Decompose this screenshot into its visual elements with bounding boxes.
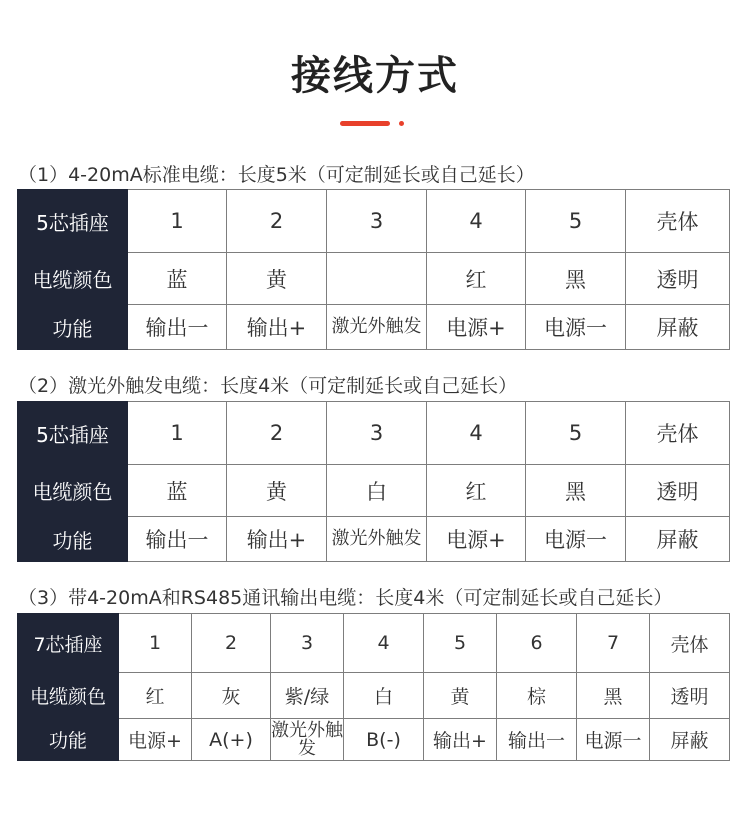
- table-row: [18, 305, 730, 350]
- table-cell: 输出+: [227, 305, 327, 350]
- table-cell: 壳体: [626, 402, 730, 465]
- section-3-title: （3）带4-20mA和RS485通讯输出电缆：长度4米（可定制延长或自己延长）: [18, 587, 673, 609]
- section-2-title: （2）激光外触发电缆：长度4米（可定制延长或自己延长）: [18, 375, 518, 397]
- row-label-color: 电缆颜色: [18, 673, 119, 719]
- wiring-table-3: [17, 613, 730, 761]
- table-cell: 1: [128, 402, 227, 465]
- title-accent-dot: [399, 121, 404, 126]
- table-cell: 激光外触发: [327, 517, 427, 562]
- table-cell: 2: [227, 402, 327, 465]
- table-cell: 输出一: [128, 305, 227, 350]
- table-cell: 红: [427, 465, 526, 517]
- table-cell: 屏蔽: [650, 719, 730, 761]
- table-cell: 5: [424, 614, 497, 673]
- table-cell: 3: [271, 614, 344, 673]
- table-cell: 红: [119, 673, 192, 719]
- table-cell: 透明: [626, 253, 730, 305]
- table-cell: 黄: [227, 465, 327, 517]
- table-cell: 白: [327, 465, 427, 517]
- table-cell: 黑: [577, 673, 650, 719]
- table-cell: 输出+: [227, 517, 327, 562]
- table-cell: 激光外触发: [327, 305, 427, 350]
- table-row: [18, 719, 730, 761]
- table-row: [18, 402, 730, 465]
- table-cell: B(-): [344, 719, 424, 761]
- table-cell: 7: [577, 614, 650, 673]
- table-cell: 紫/绿: [271, 673, 344, 719]
- table-cell: 2: [192, 614, 271, 673]
- table-row: [18, 253, 730, 305]
- table-cell: 透明: [650, 673, 730, 719]
- table-cell: A(+): [192, 719, 271, 761]
- table-cell: 黄: [424, 673, 497, 719]
- table-cell: 电源+: [427, 305, 526, 350]
- table-cell: 灰: [192, 673, 271, 719]
- title-accent-bar: [340, 121, 390, 126]
- table-cell: 红: [427, 253, 526, 305]
- table-cell: 4: [344, 614, 424, 673]
- table-cell: 电源+: [427, 517, 526, 562]
- wiring-table-2: [17, 401, 730, 562]
- table-row: [18, 673, 730, 719]
- table-cell: 电源一: [526, 305, 626, 350]
- section-1-title: （1）4-20mA标准电缆：长度5米（可定制延长或自己延长）: [18, 164, 535, 186]
- table-row: [18, 614, 730, 673]
- row-label-function: 功能: [18, 719, 119, 761]
- table-cell: 黑: [526, 465, 626, 517]
- table-row: [18, 517, 730, 562]
- page-title: 接线方式: [291, 53, 459, 99]
- table-cell: 电源+: [119, 719, 192, 761]
- row-label-function: 功能: [18, 517, 128, 562]
- table-cell: 白: [344, 673, 424, 719]
- table-cell: 屏蔽: [626, 305, 730, 350]
- table-cell: 蓝: [128, 465, 227, 517]
- table-cell: 壳体: [626, 190, 730, 253]
- table-cell: [327, 253, 427, 305]
- table-cell: 棕: [497, 673, 577, 719]
- table-cell: 6: [497, 614, 577, 673]
- table-row: [18, 465, 730, 517]
- row-label-function: 功能: [18, 305, 128, 350]
- table-cell: 4: [427, 190, 526, 253]
- table-cell: 壳体: [650, 614, 730, 673]
- row-label-pins: 5芯插座: [18, 402, 128, 465]
- table-cell: 电源一: [526, 517, 626, 562]
- table-cell: 3: [327, 402, 427, 465]
- row-label-pins: 7芯插座: [18, 614, 119, 673]
- table-cell: 蓝: [128, 253, 227, 305]
- table-cell: 2: [227, 190, 327, 253]
- table-cell: 3: [327, 190, 427, 253]
- table-cell: 4: [427, 402, 526, 465]
- table-cell: 输出+: [424, 719, 497, 761]
- table-cell: 输出一: [497, 719, 577, 761]
- table-cell: 1: [119, 614, 192, 673]
- wiring-table-1: [17, 189, 730, 350]
- table-cell: 1: [128, 190, 227, 253]
- table-cell: 输出一: [128, 517, 227, 562]
- table-cell: 黄: [227, 253, 327, 305]
- row-label-color: 电缆颜色: [18, 465, 128, 517]
- table-cell: 透明: [626, 465, 730, 517]
- row-label-color: 电缆颜色: [18, 253, 128, 305]
- table-cell: 激光外触发: [271, 719, 343, 759]
- table-cell: 屏蔽: [626, 517, 730, 562]
- table-cell: 5: [526, 190, 626, 253]
- table-cell: 电源一: [577, 719, 650, 761]
- table-cell: 黑: [526, 253, 626, 305]
- row-label-pins: 5芯插座: [18, 190, 128, 253]
- table-row: [18, 190, 730, 253]
- table-cell: 5: [526, 402, 626, 465]
